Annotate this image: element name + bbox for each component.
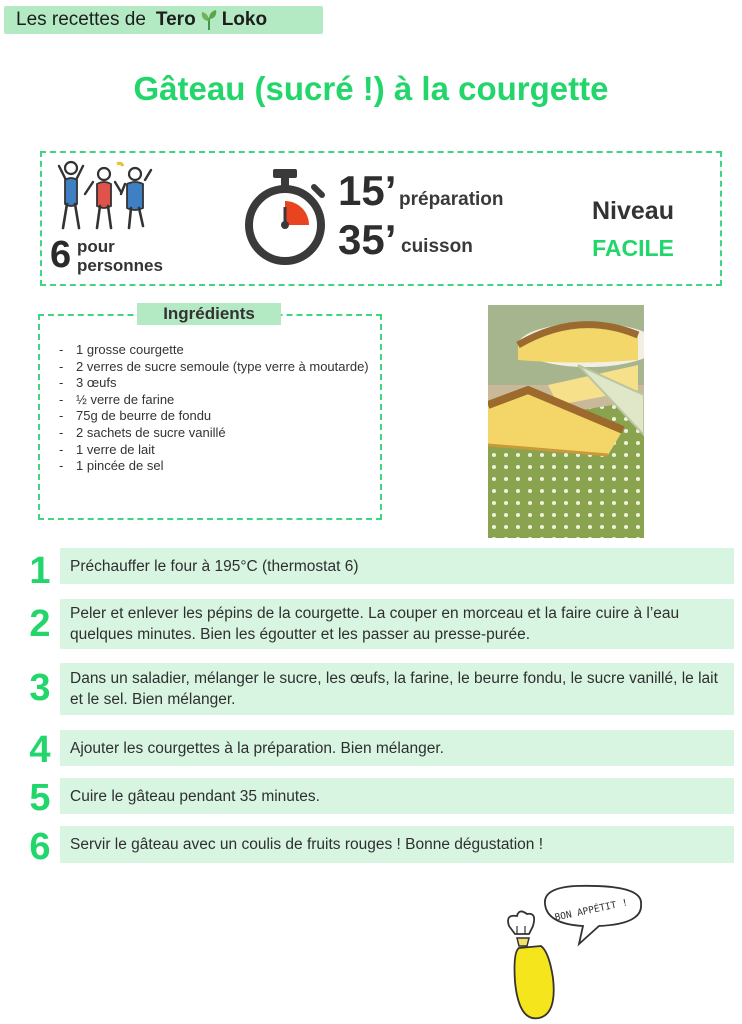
step-number: 3 <box>29 667 51 709</box>
servings-number: 6 <box>50 234 72 276</box>
step-text: Servir le gâteau avec un coulis de fruits rouges ! Bonne dégustation ! <box>60 826 734 863</box>
page-title: Gâteau (sucré !) à la courgette <box>133 70 609 107</box>
servings-label-line2: personnes <box>77 256 163 275</box>
step-number: 2 <box>29 603 51 645</box>
step-text: Peler et enlever les pépins de la courgette. La couper en morceau et la faire cuire à l’eau quelques minutes. Bien les égoutter et les passer au presse-purée. <box>60 599 734 649</box>
ingredient-item: - 75g de beurre de fondu <box>59 408 369 425</box>
brand-name-loko: Loko <box>221 9 268 30</box>
ingredient-item: - 3 œufs <box>59 375 369 392</box>
step-number: 6 <box>29 826 51 868</box>
cook-time: 35’ <box>338 216 397 263</box>
step-number: 5 <box>29 777 51 819</box>
cook-label: cuisson <box>401 236 473 257</box>
step-text: Ajouter les courgettes à la préparation. Bien mélanger. <box>60 730 734 766</box>
prep-label: préparation <box>399 189 504 210</box>
step-text: Préchauffer le four à 195°C (thermostat 6) <box>60 548 734 584</box>
cake-photo <box>488 305 644 538</box>
level-label: Niveau <box>592 197 674 225</box>
people-icon <box>55 160 155 232</box>
brand-prefix: Les recettes de <box>16 9 146 30</box>
ingredient-item: - ½ verre de farine <box>59 392 369 409</box>
step-text: Dans un saladier, mélanger le sucre, les œufs, la farine, le beurre fondu, le sucre vanillé, le lait et le sel. Bien mélanger. <box>60 663 734 715</box>
servings-label-line1: pour <box>77 237 115 256</box>
brand-tag <box>4 6 323 34</box>
step-text: Cuire le gâteau pendant 35 minutes. <box>60 778 734 814</box>
prep-time: 15’ <box>338 167 397 214</box>
ingredients-list <box>59 342 369 475</box>
ingredients-heading: Ingrédients <box>137 303 281 325</box>
ingredient-item: - 1 pincée de sel <box>59 458 369 475</box>
ingredient-item: - 1 grosse courgette <box>59 342 369 359</box>
ingredient-item: - 1 verre de lait <box>59 442 369 459</box>
bon-appetit-text: BON APPÉTIT ! <box>553 897 629 924</box>
ingredient-item: - 2 verres de sucre semoule (type verre à moutarde) <box>59 359 369 376</box>
step-number: 4 <box>29 729 51 771</box>
brand-name-tero: Tero <box>155 9 196 30</box>
level-value: FACILE <box>592 235 674 261</box>
leaf-icon <box>198 9 220 31</box>
step-number: 1 <box>29 550 51 592</box>
ingredient-item: - 2 sachets de sucre vanillé <box>59 425 369 442</box>
chef-mascot-icon <box>495 882 655 1022</box>
stopwatch-icon <box>240 167 330 267</box>
